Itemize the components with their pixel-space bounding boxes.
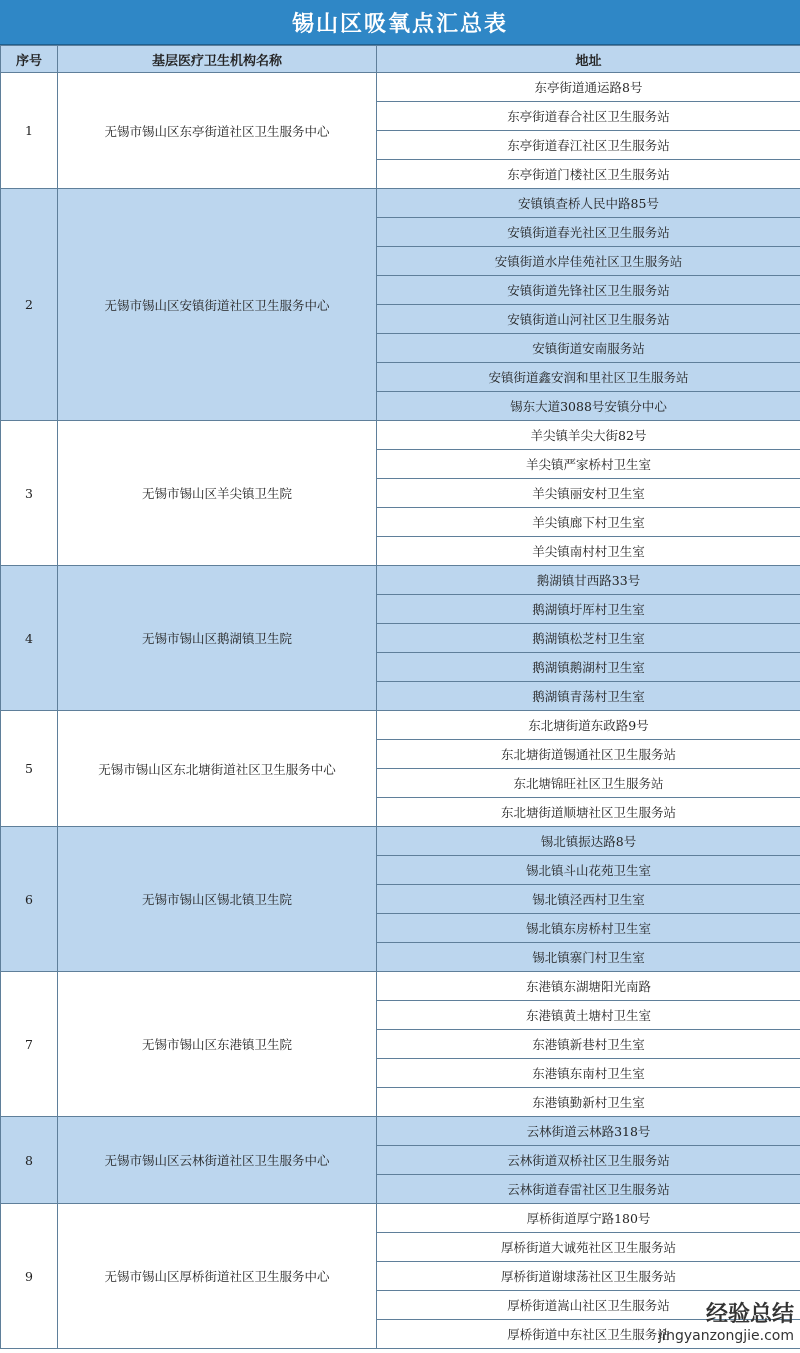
address-cell: 厚桥街道大诚苑社区卫生服务站 bbox=[377, 1233, 800, 1262]
table-row bbox=[1, 711, 800, 740]
address-cell: 锡北镇寨门村卫生室 bbox=[377, 943, 800, 972]
address-cell: 锡北镇东房桥村卫生室 bbox=[377, 914, 800, 943]
address-cell: 安镇街道先锋社区卫生服务站 bbox=[377, 276, 800, 305]
table-body bbox=[1, 73, 800, 1349]
address-cell: 羊尖镇廊下村卫生室 bbox=[377, 508, 800, 537]
institution-name: 无锡市锡山区东港镇卫生院 bbox=[58, 972, 377, 1117]
address-cell: 羊尖镇南村村卫生室 bbox=[377, 537, 800, 566]
address-cell: 安镇街道水岸佳苑社区卫生服务站 bbox=[377, 247, 800, 276]
row-index: 7 bbox=[1, 972, 58, 1117]
address-cell: 东港镇东南村卫生室 bbox=[377, 1059, 800, 1088]
address-cell: 厚桥街道嵩山社区卫生服务站 bbox=[377, 1291, 800, 1320]
address-cell: 东亭街道春江社区卫生服务站 bbox=[377, 131, 800, 160]
address-cell: 厚桥街道厚宁路180号 bbox=[377, 1204, 800, 1233]
address-cell: 厚桥街道谢埭荡社区卫生服务站 bbox=[377, 1262, 800, 1291]
address-cell: 东亭街道春合社区卫生服务站 bbox=[377, 102, 800, 131]
institution-name: 无锡市锡山区锡北镇卫生院 bbox=[58, 827, 377, 972]
address-cell: 锡北镇泾西村卫生室 bbox=[377, 885, 800, 914]
address-cell: 鹅湖镇松芝村卫生室 bbox=[377, 624, 800, 653]
address-cell: 锡北镇斗山花苑卫生室 bbox=[377, 856, 800, 885]
address-cell: 羊尖镇丽安村卫生室 bbox=[377, 479, 800, 508]
table-row bbox=[1, 827, 800, 856]
table-row bbox=[1, 421, 800, 450]
address-cell: 厚桥街道中东社区卫生服务站 bbox=[377, 1320, 800, 1349]
institution-name: 无锡市锡山区云林街道社区卫生服务中心 bbox=[58, 1117, 377, 1204]
institution-name: 无锡市锡山区鹅湖镇卫生院 bbox=[58, 566, 377, 711]
row-index: 6 bbox=[1, 827, 58, 972]
address-cell: 安镇镇查桥人民中路85号 bbox=[377, 189, 800, 218]
address-cell: 东北塘街道东政路9号 bbox=[377, 711, 800, 740]
institution-name: 无锡市锡山区羊尖镇卫生院 bbox=[58, 421, 377, 566]
address-cell: 鹅湖镇圩厍村卫生室 bbox=[377, 595, 800, 624]
table-row bbox=[1, 1117, 800, 1146]
institution-name: 无锡市锡山区东北塘街道社区卫生服务中心 bbox=[58, 711, 377, 827]
address-cell: 东港镇新巷村卫生室 bbox=[377, 1030, 800, 1059]
address-cell: 东港镇东湖塘阳光南路 bbox=[377, 972, 800, 1001]
table-row bbox=[1, 972, 800, 1001]
address-cell: 羊尖镇严家桥村卫生室 bbox=[377, 450, 800, 479]
address-cell: 鹅湖镇鹅湖村卫生室 bbox=[377, 653, 800, 682]
table-row bbox=[1, 566, 800, 595]
header-institution: 基层医疗卫生机构名称 bbox=[58, 46, 377, 73]
row-index: 1 bbox=[1, 73, 58, 189]
address-cell: 东北塘街道顺塘社区卫生服务站 bbox=[377, 798, 800, 827]
address-cell: 东北塘锦旺社区卫生服务站 bbox=[377, 769, 800, 798]
address-cell: 云林街道云林路318号 bbox=[377, 1117, 800, 1146]
address-cell: 东亭街道门楼社区卫生服务站 bbox=[377, 160, 800, 189]
table-row bbox=[1, 189, 800, 218]
address-cell: 鹅湖镇青荡村卫生室 bbox=[377, 682, 800, 711]
address-cell: 锡东大道3088号安镇分中心 bbox=[377, 392, 800, 421]
table-row bbox=[1, 73, 800, 102]
header-address: 地址 bbox=[377, 46, 800, 73]
row-index: 5 bbox=[1, 711, 58, 827]
address-cell: 安镇街道山河社区卫生服务站 bbox=[377, 305, 800, 334]
watermark bbox=[634, 1303, 794, 1349]
institution-name: 无锡市锡山区厚桥街道社区卫生服务中心 bbox=[58, 1204, 377, 1349]
address-cell: 云林街道春雷社区卫生服务站 bbox=[377, 1175, 800, 1204]
watermark-main: 经验总结 bbox=[705, 1302, 794, 1327]
row-index: 4 bbox=[1, 566, 58, 711]
header-row bbox=[1, 46, 800, 73]
address-cell: 安镇街道鑫安润和里社区卫生服务站 bbox=[377, 363, 800, 392]
address-cell: 云林街道双桥社区卫生服务站 bbox=[377, 1146, 800, 1175]
institution-name: 无锡市锡山区安镇街道社区卫生服务中心 bbox=[58, 189, 377, 421]
address-cell: 安镇街道安南服务站 bbox=[377, 334, 800, 363]
address-cell: 锡北镇振达路8号 bbox=[377, 827, 800, 856]
address-cell: 东港镇黄土塘村卫生室 bbox=[377, 1001, 800, 1030]
address-cell: 东北塘街道锡通社区卫生服务站 bbox=[377, 740, 800, 769]
row-index: 3 bbox=[1, 421, 58, 566]
address-cell: 羊尖镇羊尖大街82号 bbox=[377, 421, 800, 450]
row-index: 9 bbox=[1, 1204, 58, 1349]
address-cell: 安镇街道春光社区卫生服务站 bbox=[377, 218, 800, 247]
address-cell: 东亭街道通运路8号 bbox=[377, 73, 800, 102]
header-index: 序号 bbox=[1, 46, 58, 73]
table-title: 锡山区吸氧点汇总表 bbox=[0, 0, 800, 45]
oxygen-points-table bbox=[0, 45, 800, 1349]
address-cell: 鹅湖镇甘西路33号 bbox=[377, 566, 800, 595]
address-cell: 东港镇勤新村卫生室 bbox=[377, 1088, 800, 1117]
institution-name: 无锡市锡山区东亭街道社区卫生服务中心 bbox=[58, 73, 377, 189]
watermark-sub: jingyanzongjie.com bbox=[658, 1328, 794, 1344]
table-row bbox=[1, 1204, 800, 1233]
row-index: 2 bbox=[1, 189, 58, 421]
row-index: 8 bbox=[1, 1117, 58, 1204]
